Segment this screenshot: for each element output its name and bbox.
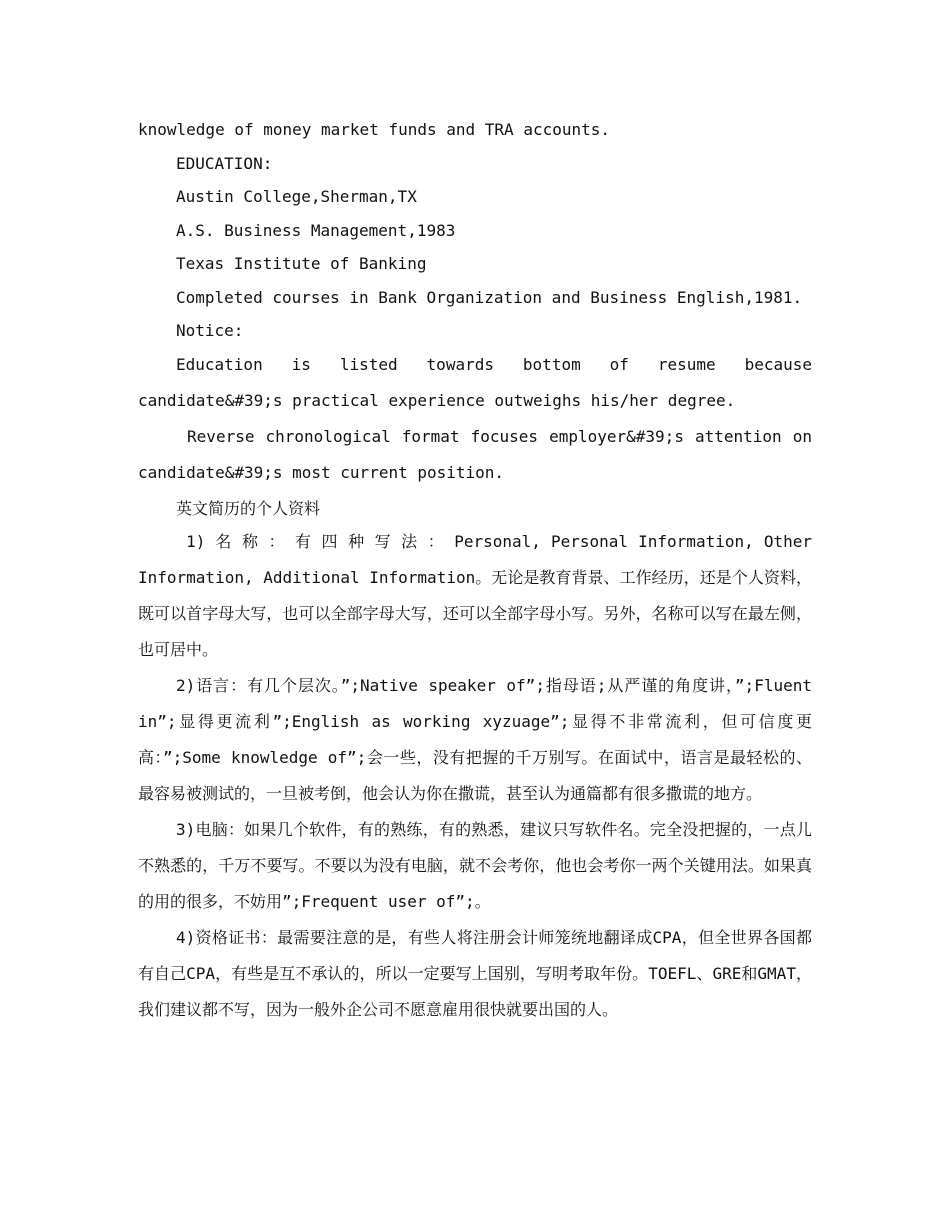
item-certificate-paragraph — [138, 920, 812, 1028]
education-heading: EDUCATION: — [176, 153, 273, 173]
item-language-paragraph — [138, 668, 812, 812]
section-heading: 英文简历的个人资料 — [176, 498, 321, 518]
item-computer-text: 3)电脑：如果几个软件，有的熟练，有的熟悉，建议只写软件名。完全没把握的，一点儿不熟悉的，千万不要写。不要以为没有电脑，就不会考你，他也会考你一两个关键用法。如果真的用的很多，不妨用”;Frequent user of”;。 — [138, 820, 812, 911]
education-school: Austin College,Sherman,TX — [176, 187, 417, 206]
notice-paragraph-format-text: Reverse chronological format focuses employer&#39;s attention on candidate&#39;s most current position. — [138, 426, 812, 482]
education-degree: A.S. Business Management,1983 — [176, 220, 456, 240]
notice-paragraph-education — [138, 347, 812, 419]
notice-heading: Notice: — [176, 321, 244, 340]
education-courses: Completed courses in Bank Organization and Business English,1981. — [176, 287, 803, 307]
notice-paragraph-education-text: Education is listed towards bottom of resume because candidate&#39;s practical experience outweighs his/her degree. — [138, 354, 812, 410]
item-name-text: 1) 名 称 ： 有 四 种 写 法 ： Personal, Personal Information, Other Information, Additional Information。无论是教育背景、工作经历，还是个人资料，既可以首字母大写，也可以全部字母大写，还可以全部字母小写。另外，名称可以写在最左侧，也可居中。 — [138, 532, 812, 659]
item-language-text: 2)语言：有几个层次。”;Native speaker of”;指母语;从严谨的角度讲，”;Fluent in”;显得更流利”;English as working xyzuage”;显得不非常流利，但可信度更高：”;Some knowledge of”;会一些，没有把握的千万别写。在面试中，语言是最轻松的、最容易被测试的，一旦被考倒，他会认为你在撒谎，甚至认为通篇都有很多撒谎的地方。 — [138, 676, 812, 803]
text-line-continuation: knowledge of money market funds and TRA accounts. — [138, 120, 611, 139]
item-computer-paragraph — [138, 812, 812, 920]
document-body — [138, 112, 812, 1028]
item-name-paragraph — [138, 524, 812, 668]
education-institute: Texas Institute of Banking — [176, 254, 427, 273]
notice-paragraph-format — [138, 419, 812, 491]
item-certificate-text: 4)资格证书：最需要注意的是，有些人将注册会计师笼统地翻译成CPA，但全世界各国都有自己CPA，有些是互不承认的，所以一定要写上国别，写明考取年份。TOEFL、GRE和GMAT，我们建议都不写，因为一般外企公司不愿意雇用很快就要出国的人。 — [138, 928, 812, 1019]
